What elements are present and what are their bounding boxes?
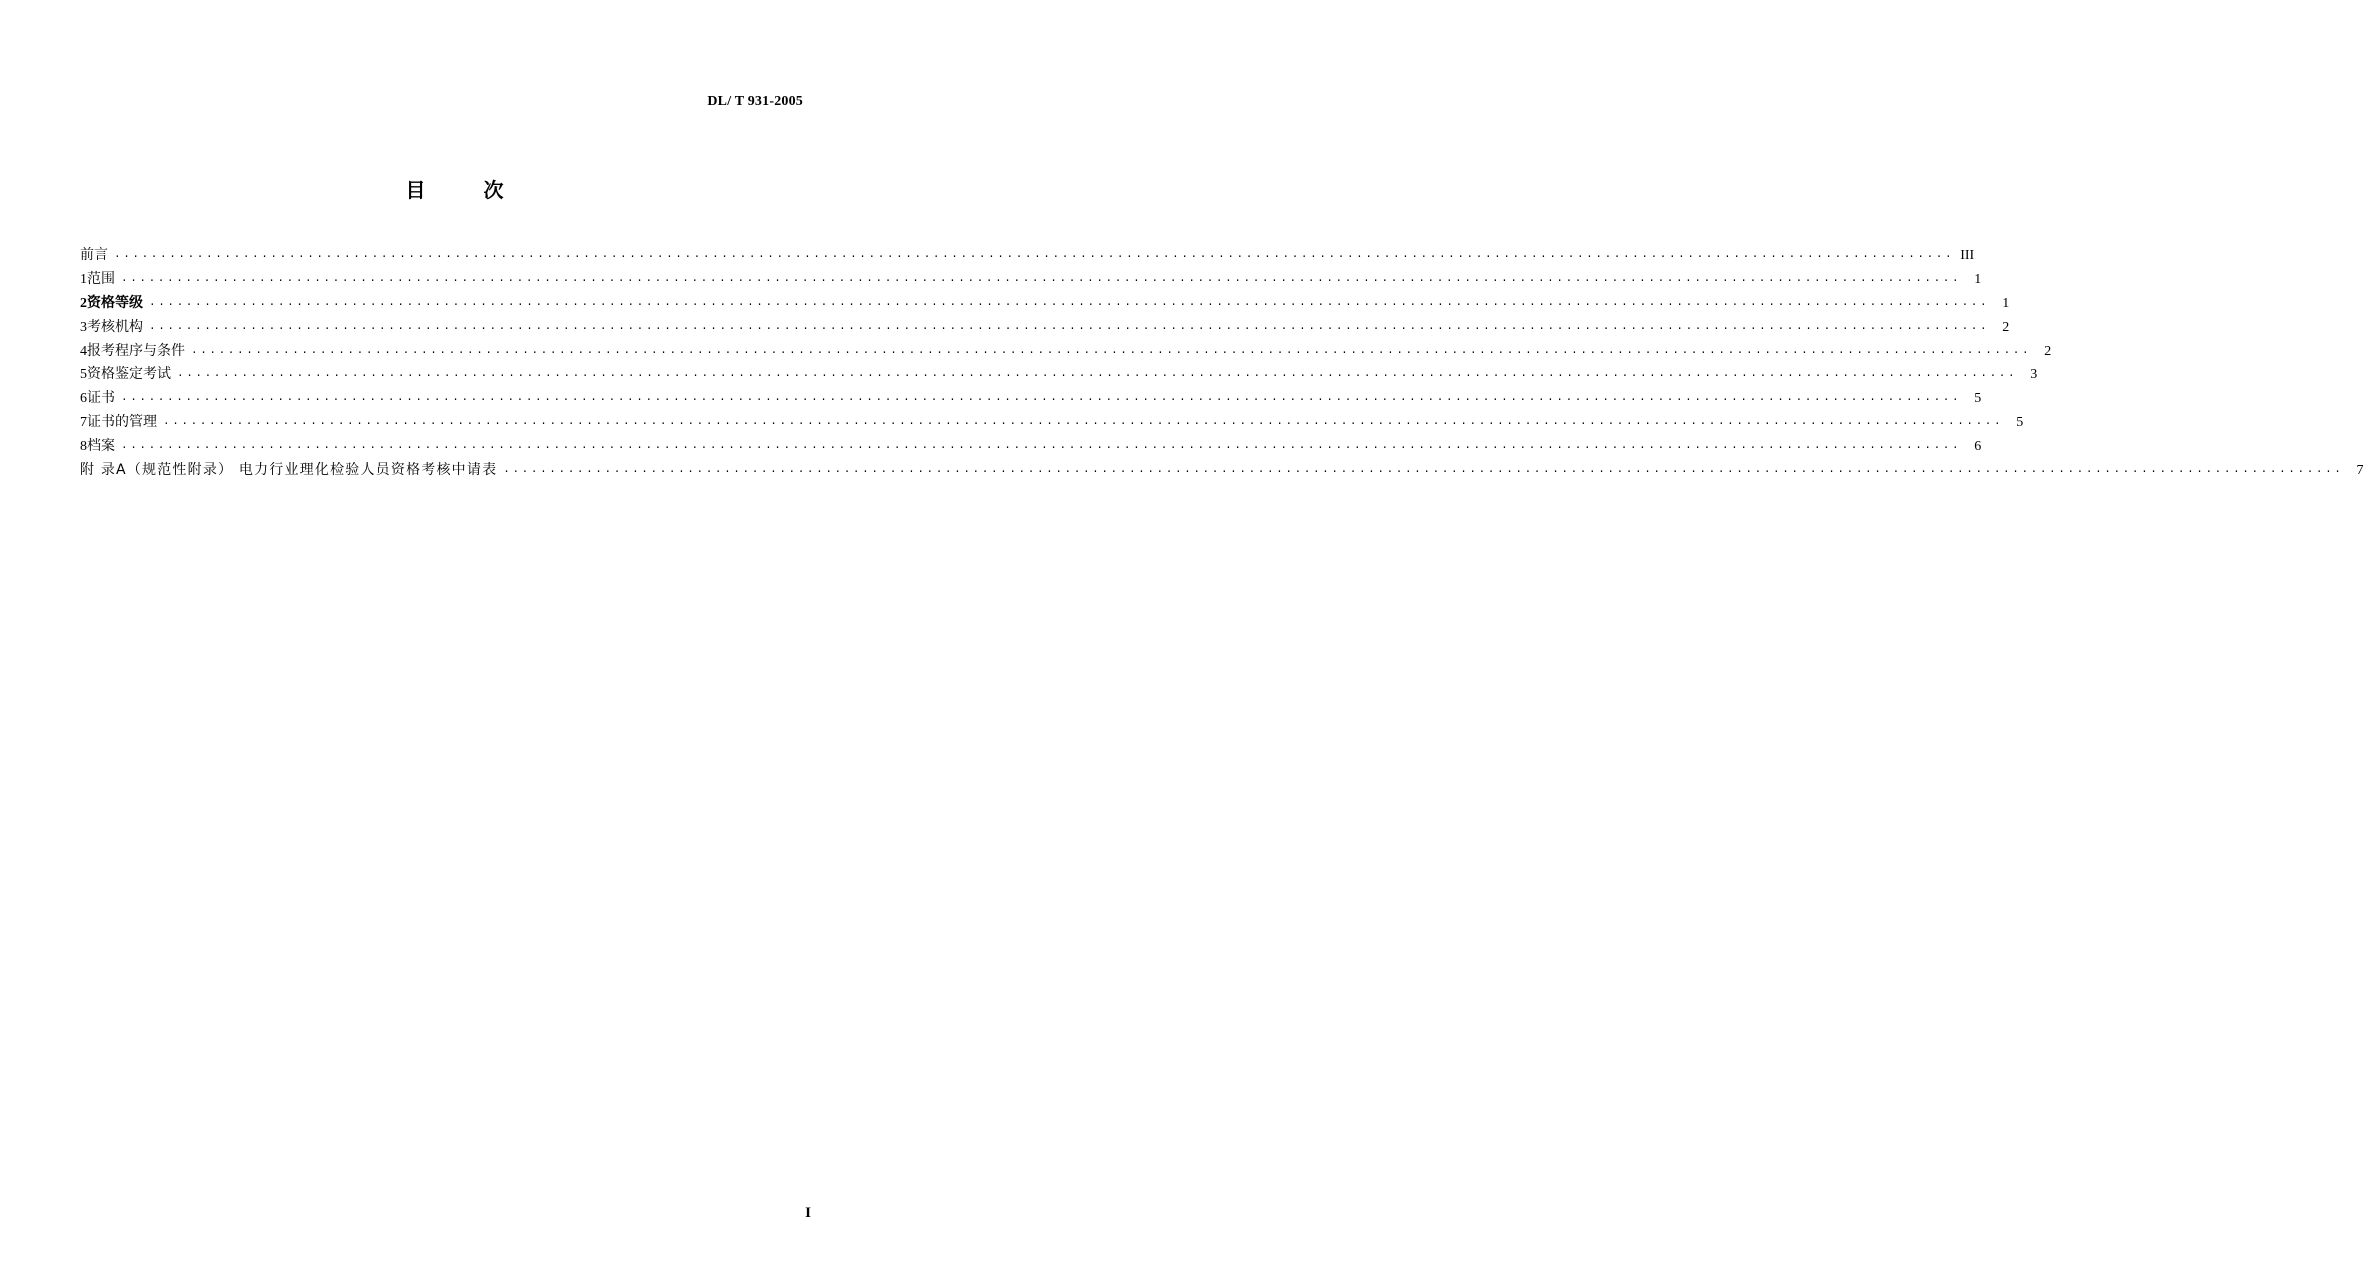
- toc-entry-page: III: [1960, 247, 1975, 263]
- toc-entry[interactable]: [80, 411, 2024, 435]
- toc-leader-dots: ........................................................................................................................................................................................................: [121, 272, 1962, 285]
- toc-entry-page: 3: [2030, 367, 2038, 383]
- toc-entry[interactable]: [80, 363, 2038, 387]
- toc-entry[interactable]: [80, 459, 2364, 483]
- toc-entry-number: 6: [80, 391, 87, 407]
- toc-leader-dots: ........................................................................................................................................................................................................: [503, 464, 2344, 476]
- toc-entry-label: 证书的管理: [87, 414, 157, 431]
- toc-leader-dots: ........................................................................................................................................................................................................: [121, 392, 1962, 405]
- toc-entry[interactable]: [80, 292, 2010, 316]
- toc-entry-page: 6: [1974, 439, 1982, 455]
- toc-entry[interactable]: [80, 268, 1982, 292]
- toc-title-char-1: 目: [405, 178, 426, 202]
- toc-entry-label: 前言: [80, 246, 108, 263]
- toc-entry-page: 7: [2356, 463, 2364, 478]
- page-number: I: [805, 1205, 811, 1221]
- toc-entry[interactable]: [80, 316, 2010, 340]
- toc-entry-number: 3: [80, 319, 87, 335]
- toc-entry[interactable]: [80, 387, 1982, 411]
- toc-entry-number: 8: [80, 439, 87, 455]
- toc-entry-number: 1: [80, 271, 87, 287]
- toc-entry-page: 2: [2002, 319, 2010, 335]
- toc-entry-page: 1: [1974, 271, 1982, 287]
- toc-entry-label: 报考程序与条件: [87, 342, 185, 359]
- toc-entry-number: 4: [80, 343, 87, 359]
- toc-entry-page: 2: [2044, 343, 2052, 359]
- toc-entry-label: 考核机构: [87, 318, 143, 335]
- toc-entry-label: 资格等级: [87, 294, 143, 311]
- toc-title-char-2: 次: [483, 178, 504, 202]
- toc-leader-dots: ........................................................................................................................................................................................................: [121, 440, 1962, 453]
- toc-entry-page: 5: [2016, 415, 2024, 431]
- document-id: DL/ T 931-2005: [707, 94, 803, 109]
- toc-leader-dots: ........................................................................................................................................................................................................: [149, 320, 1990, 333]
- toc-entry[interactable]: [80, 340, 2052, 364]
- toc-leader-dots: ........................................................................................................................................................................................................: [191, 344, 2032, 357]
- toc-leader-dots: ........................................................................................................................................................................................................: [149, 296, 1990, 309]
- toc-leader-dots: ........................................................................................................................................................................................................: [114, 248, 1955, 261]
- toc-entry[interactable]: [80, 435, 1982, 459]
- toc-leader-dots: ........................................................................................................................................................................................................: [163, 416, 2004, 429]
- toc-entry[interactable]: [80, 244, 1975, 268]
- toc-entry-number: 2: [80, 295, 87, 311]
- toc-entry-label: 资格鉴定考试: [87, 366, 171, 383]
- toc-entry-page: 1: [2002, 295, 2010, 311]
- toc-entry-label: 附 录A（规范性附录） 电力行业理化检验人员资格考核中请表: [80, 462, 498, 478]
- toc-entry-label: 范围: [87, 270, 115, 287]
- toc-leader-dots: ........................................................................................................................................................................................................: [177, 368, 2018, 381]
- toc-entry-number: 5: [80, 367, 87, 383]
- table-of-contents: [80, 244, 2364, 483]
- toc-entry-page: 5: [1974, 391, 1982, 407]
- toc-entry-label: 证书: [87, 390, 115, 407]
- toc-entry-label: 档案: [87, 438, 115, 455]
- toc-entry-number: 7: [80, 415, 87, 431]
- toc-title: [0, 174, 909, 203]
